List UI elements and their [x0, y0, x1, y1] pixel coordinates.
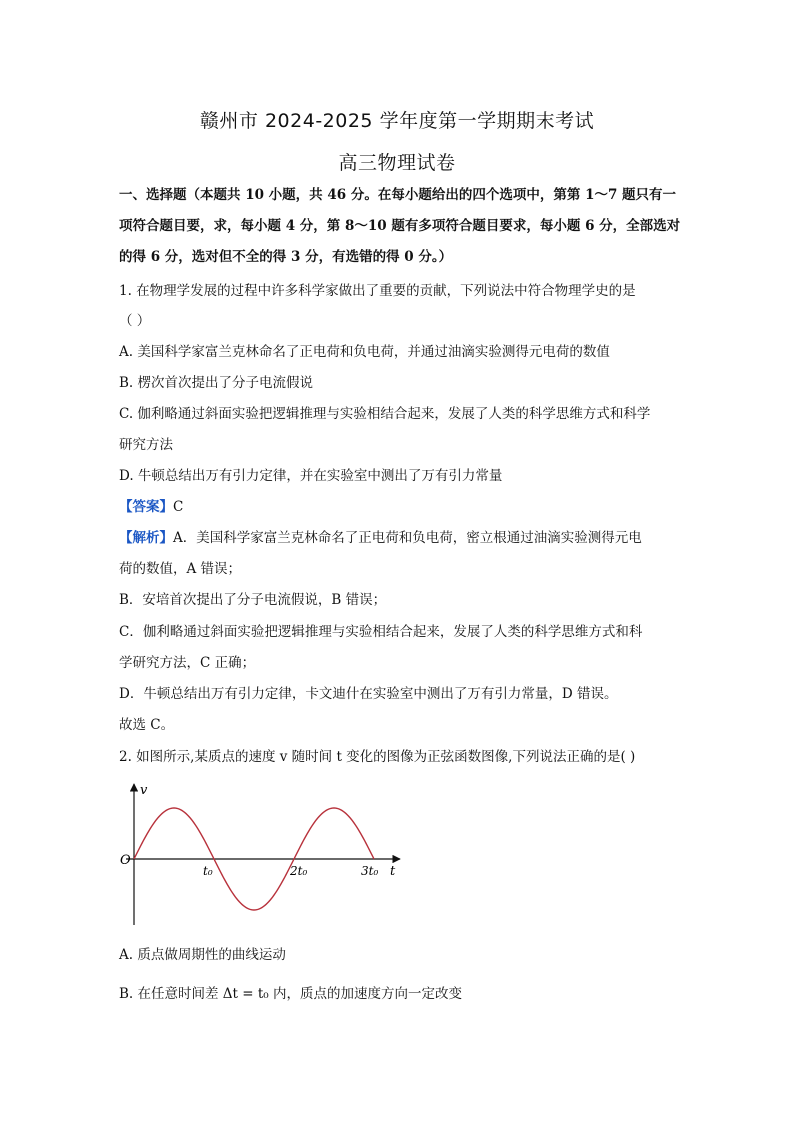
origin-label: O	[120, 853, 131, 868]
v-axis-label: v	[140, 783, 148, 798]
q1-option-a: A. 美国科学家富兰克林命名了正电荷和负电荷，并通过油滴实验测得元电荷的数值	[119, 344, 610, 360]
exam-subtitle: 高三物理试卷	[338, 152, 456, 174]
q2-stem: 2. 如图所示,某质点的速度 v 随时间 t 变化的图像为正弦函数图像,下列说法正确的是( )	[119, 749, 636, 765]
q1-option-c-line-2: 研究方法	[119, 437, 173, 453]
q1-analysis-line-2: 荷的数值，A 错误；	[119, 561, 242, 577]
q2-option-b: B. 在任意时间差 Δt = t₀ 内，质点的加速度方向一定改变	[119, 986, 462, 1002]
q1-answer	[119, 498, 679, 516]
q1-option-d: D. 牛顿总结出万有引力定律，并在实验室中测出了万有引力常量	[119, 468, 503, 484]
tick-t0: t₀	[203, 864, 213, 878]
q1-analysis-line-1	[119, 529, 679, 547]
section-intro-line-1: 一、选择题（本题共 10 小题，共 46 分。在每小题给出的四个选项中，第第 1～7 题只有一	[119, 187, 677, 203]
analysis-text-1: A．美国科学家富兰克林命名了正电荷和负电荷，密立根通过油滴实验测得元电	[173, 530, 642, 546]
section-intro-line-3: 的得 6 分，选对但不全的得 3 分，有选错的得 0 分。）	[119, 249, 453, 265]
q1-analysis-line-3: B．安培首次提出了分子电流假说，B 错误；	[119, 592, 387, 608]
q1-answer-paren: （ ）	[119, 313, 151, 329]
tick-2t0: 2t₀	[290, 864, 308, 878]
analysis-label: 【解析】	[119, 530, 173, 546]
q1-option-c-line-1: C. 伽利略通过斜面实验把逻辑推理与实验相结合起来，发展了人类的科学思维方式和科学	[119, 406, 651, 422]
answer-value: C	[173, 499, 184, 515]
q2-option-a: A. 质点做周期性的曲线运动	[119, 947, 286, 963]
section-intro-line-2: 项符合题目要，求，每小题 4 分，第 8～10 题有多项符合题目要求，每小题 6 分，全部选对	[119, 218, 681, 234]
velocity-time-graph	[112, 780, 412, 930]
q1-option-b: B. 楞次首次提出了分子电流假说	[119, 375, 314, 391]
q1-analysis-line-4: C．伽利略通过斜面实验把逻辑推理与实验相结合起来，发展了人类的科学思维方式和科	[119, 624, 643, 640]
t-axis-label: t	[390, 864, 396, 879]
q1-analysis-line-5: 学研究方法，C 正确；	[119, 655, 256, 671]
q1-conclusion: 故选 C。	[119, 717, 175, 733]
q1-analysis-line-6: D．牛顿总结出万有引力定律，卡文迪什在实验室中测出了万有引力常量，D 错误。	[119, 686, 618, 702]
answer-label: 【答案】	[119, 499, 173, 515]
q1-stem: 1. 在物理学发展的过程中许多科学家做出了重要的贡献，下列说法中符合物理学史的是	[119, 283, 636, 299]
exam-title: 赣州市 2024-2025 学年度第一学期期末考试	[199, 110, 595, 132]
tick-3t0: 3t₀	[361, 864, 379, 878]
